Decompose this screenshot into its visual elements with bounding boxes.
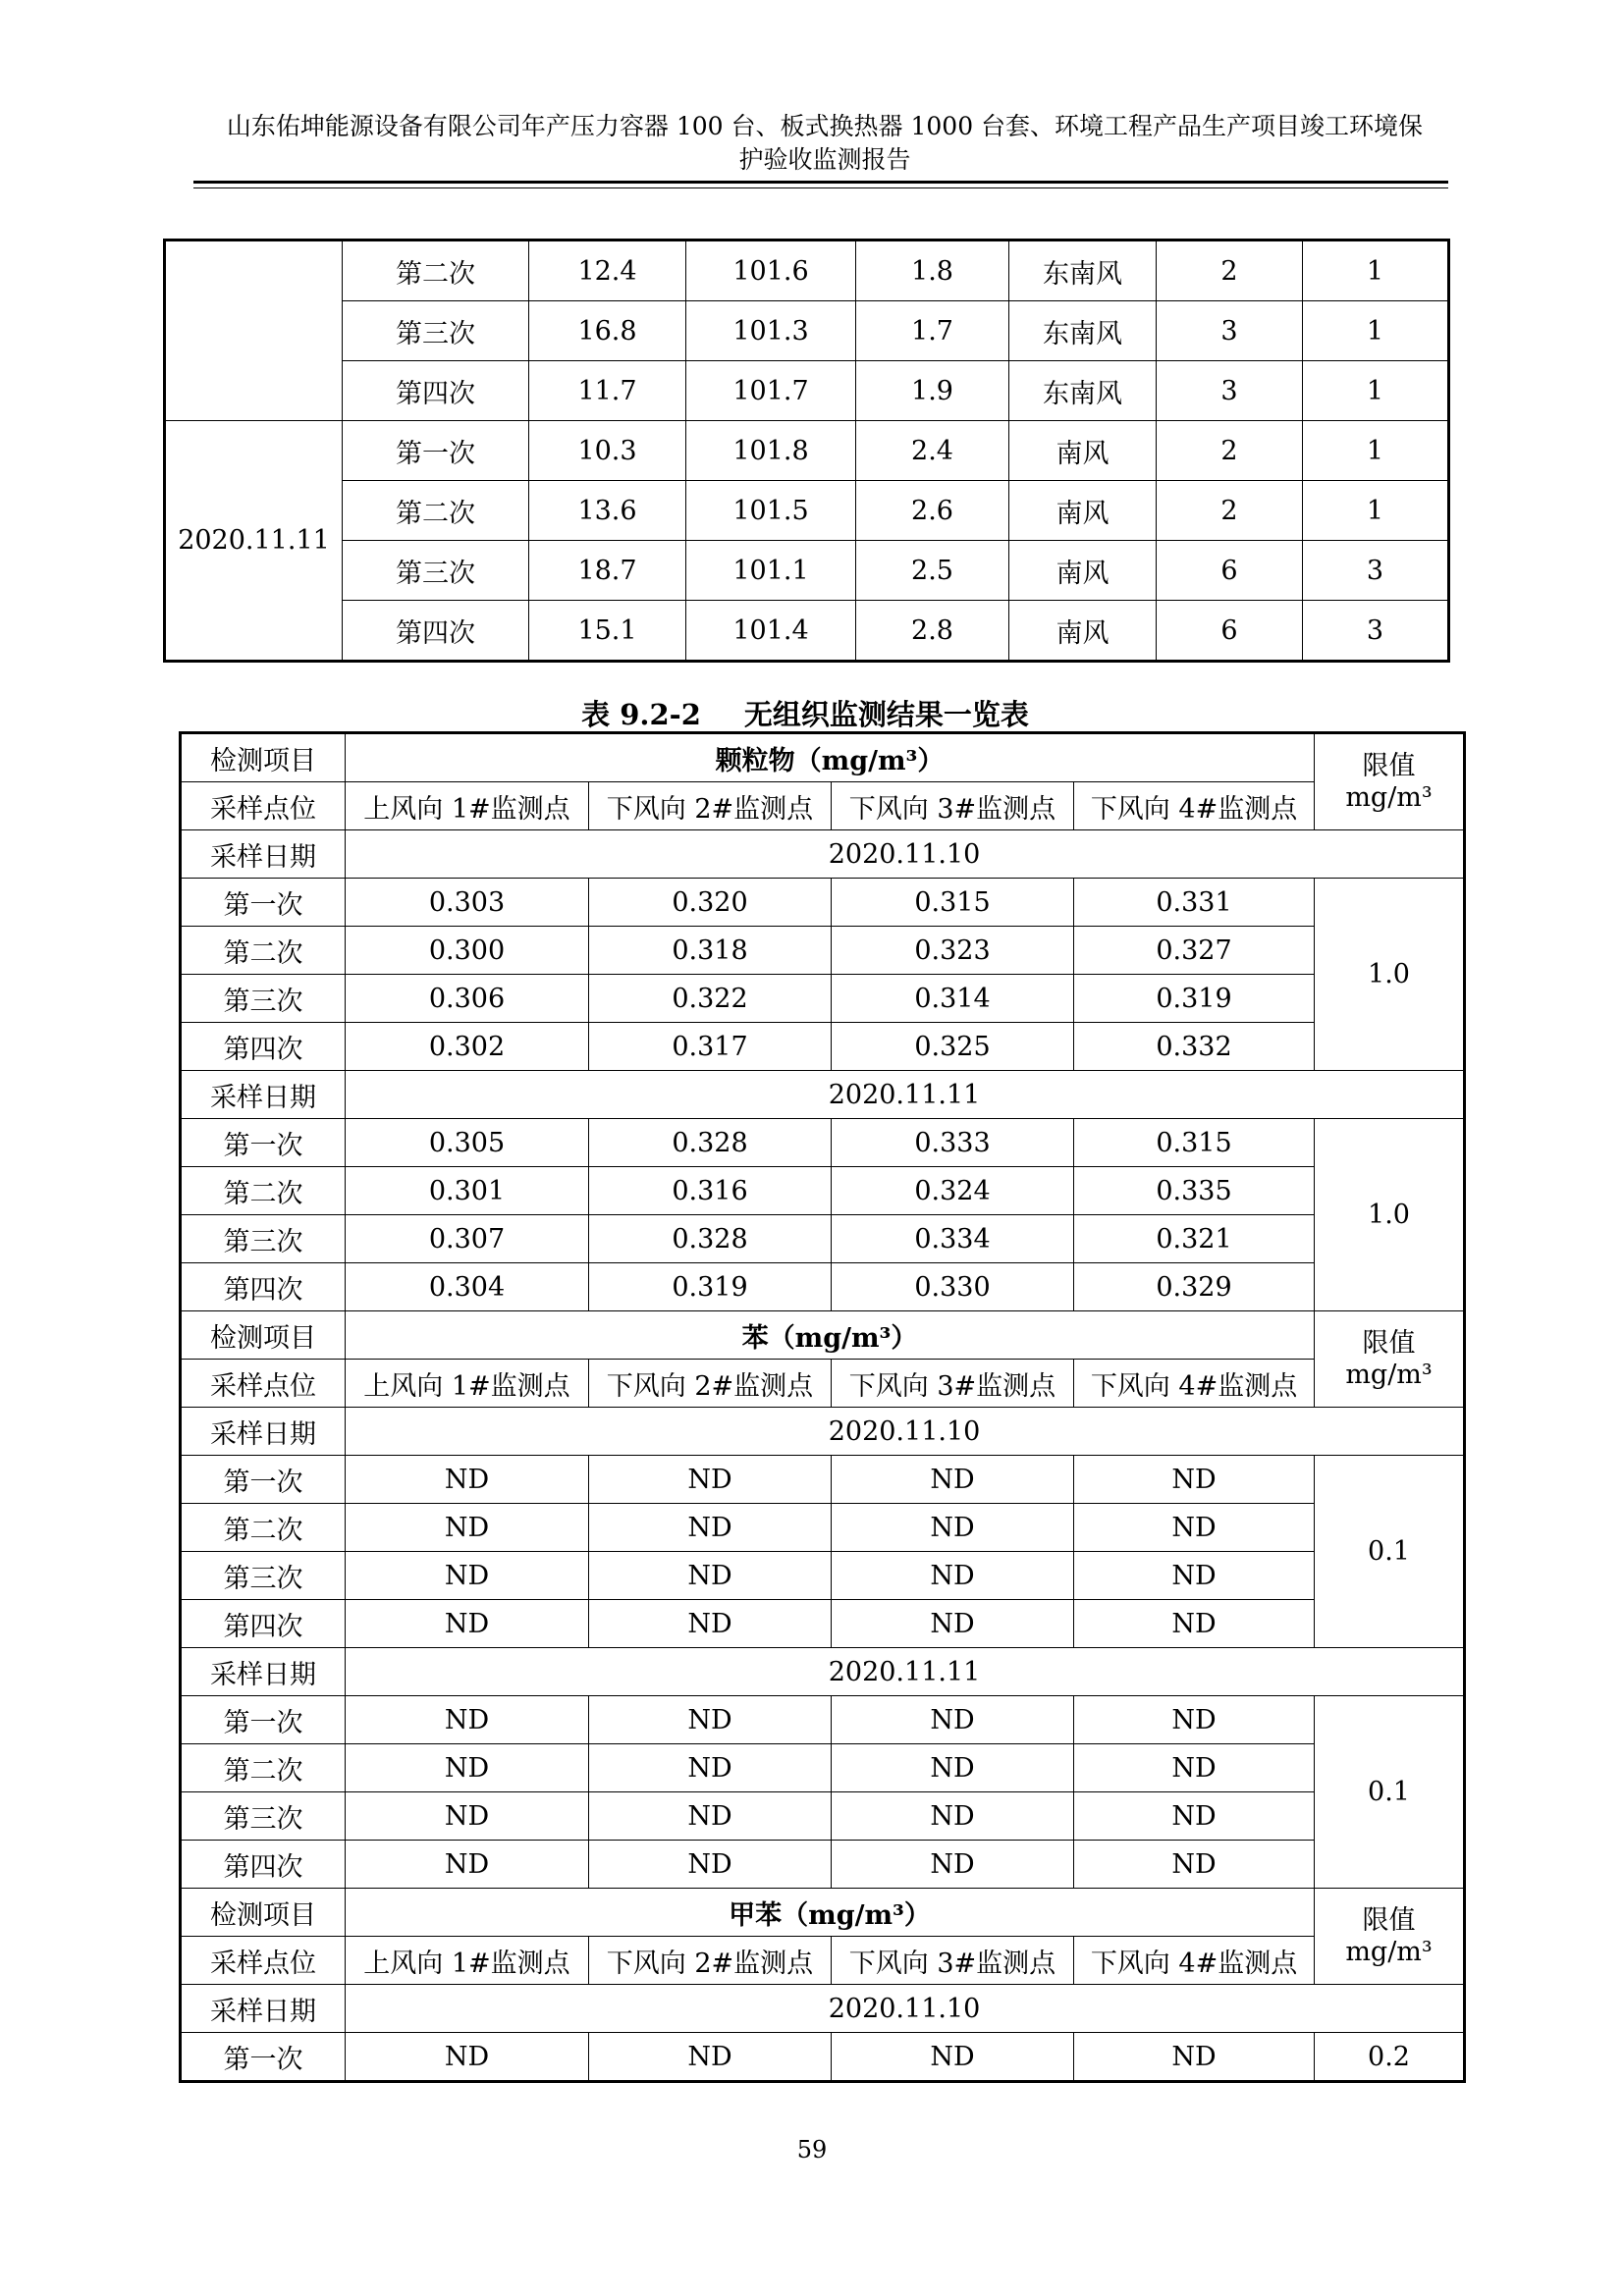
fugitive-monitoring-table-body	[181, 733, 1465, 2082]
measured-value: ND	[1074, 1456, 1315, 1504]
table-row	[181, 975, 1465, 1023]
measured-value: ND	[346, 1841, 589, 1889]
limit-unit: mg/m³	[1345, 781, 1433, 813]
measured-value: 0.307	[346, 1215, 589, 1263]
measured-value: ND	[832, 1552, 1074, 1600]
table-cell: 南风	[1009, 541, 1157, 601]
sample-round: 第二次	[181, 927, 346, 975]
measured-value: ND	[346, 1504, 589, 1552]
sample-round: 第三次	[181, 975, 346, 1023]
limit-value: 0.1	[1315, 1456, 1465, 1648]
fugitive-monitoring-table	[179, 731, 1466, 2083]
table-cell: 1.8	[856, 240, 1009, 301]
sampling-date: 2020.11.10	[346, 1408, 1465, 1456]
table-cell: 12.4	[529, 240, 686, 301]
measured-value: 0.303	[346, 879, 589, 927]
sample-round: 第四次	[181, 1841, 346, 1889]
measured-value: ND	[1074, 1744, 1315, 1792]
limit-label: 限值	[1362, 1904, 1416, 1936]
date-label: 采样日期	[181, 1985, 346, 2033]
date-cell: 2020.11.11	[165, 421, 343, 662]
measured-value: 0.329	[1074, 1263, 1315, 1311]
point-name: 上风向 1#监测点	[346, 1937, 589, 1985]
table-cell: 第一次	[343, 421, 529, 481]
measured-value: ND	[1074, 1696, 1315, 1744]
point-name: 上风向 1#监测点	[346, 782, 589, 830]
limit-value: 1.0	[1315, 879, 1465, 1071]
date-row	[181, 1648, 1465, 1696]
table-cell: 101.3	[686, 301, 856, 361]
measured-value: 0.315	[832, 879, 1074, 927]
measured-value: ND	[589, 1456, 832, 1504]
sample-round: 第一次	[181, 1456, 346, 1504]
item-label: 检测项目	[181, 1311, 346, 1360]
table-cell: 2.6	[856, 481, 1009, 541]
measured-value: ND	[589, 1504, 832, 1552]
limit-value: 0.2	[1315, 2033, 1465, 2082]
sample-round: 第二次	[181, 1504, 346, 1552]
table-cell: 101.1	[686, 541, 856, 601]
table-cell: 第三次	[343, 301, 529, 361]
measured-value: ND	[346, 1600, 589, 1648]
table-row	[181, 1696, 1465, 1744]
measured-value: ND	[832, 1841, 1074, 1889]
sample-round: 第四次	[181, 1263, 346, 1311]
item-label: 检测项目	[181, 1889, 346, 1937]
table-cell: 第四次	[343, 361, 529, 421]
point-name: 下风向 2#监测点	[589, 1360, 832, 1408]
limit-unit: mg/m³	[1345, 1359, 1433, 1390]
measured-value: 0.331	[1074, 879, 1315, 927]
table-cell: 15.1	[529, 601, 686, 662]
table-row	[181, 1119, 1465, 1167]
table-row	[181, 1167, 1465, 1215]
table-cell: 3	[1157, 361, 1303, 421]
table-cell: 18.7	[529, 541, 686, 601]
table-row	[181, 1552, 1465, 1600]
table-cell: 第四次	[343, 601, 529, 662]
table-cell: 2.8	[856, 601, 1009, 662]
table-row	[165, 361, 1449, 421]
table-cell: 第二次	[343, 240, 529, 301]
item-label: 检测项目	[181, 733, 346, 782]
measured-value: ND	[589, 1841, 832, 1889]
table-row	[165, 601, 1449, 662]
point-name: 下风向 2#监测点	[589, 782, 832, 830]
measured-value: 0.305	[346, 1119, 589, 1167]
measured-value: 0.328	[589, 1215, 832, 1263]
table-cell: 南风	[1009, 421, 1157, 481]
measured-value: ND	[832, 1456, 1074, 1504]
measured-value: 0.323	[832, 927, 1074, 975]
pollutant-header-row	[181, 733, 1465, 782]
table-row	[181, 1792, 1465, 1841]
limit-label: 限值	[1362, 1327, 1416, 1359]
table-row	[181, 927, 1465, 975]
table-cell: 南风	[1009, 481, 1157, 541]
table-row	[181, 879, 1465, 927]
date-row	[181, 1985, 1465, 2033]
measured-value: 0.333	[832, 1119, 1074, 1167]
points-header-row	[181, 782, 1465, 830]
table-cell: 16.8	[529, 301, 686, 361]
table-cell: 2	[1157, 240, 1303, 301]
measured-value: ND	[589, 1552, 832, 1600]
sample-round: 第三次	[181, 1215, 346, 1263]
table-cell: 1	[1303, 421, 1449, 481]
sample-round: 第三次	[181, 1792, 346, 1841]
table-cell: 东南风	[1009, 240, 1157, 301]
header-rule-thick	[193, 181, 1448, 184]
table-cell: 13.6	[529, 481, 686, 541]
table-cell: 101.6	[686, 240, 856, 301]
caption-title: 无组织监测结果一览表	[743, 698, 1029, 731]
measured-value: 0.327	[1074, 927, 1315, 975]
date-label: 采样日期	[181, 1648, 346, 1696]
table-cell: 101.4	[686, 601, 856, 662]
table-row	[165, 240, 1449, 301]
table-cell: 101.8	[686, 421, 856, 481]
table-cell: 3	[1157, 301, 1303, 361]
measured-value: ND	[589, 1792, 832, 1841]
meteorological-table	[163, 239, 1450, 663]
point-name: 下风向 2#监测点	[589, 1937, 832, 1985]
measured-value: ND	[589, 1744, 832, 1792]
measured-value: 0.334	[832, 1215, 1074, 1263]
measured-value: 0.322	[589, 975, 832, 1023]
measured-value: ND	[1074, 1552, 1315, 1600]
table-row	[181, 1215, 1465, 1263]
point-name: 下风向 3#监测点	[832, 782, 1074, 830]
table-row	[181, 1600, 1465, 1648]
point-name: 下风向 3#监测点	[832, 1937, 1074, 1985]
point-name: 下风向 4#监测点	[1074, 1360, 1315, 1408]
date-label: 采样日期	[181, 830, 346, 879]
measured-value: ND	[346, 1744, 589, 1792]
date-row	[181, 830, 1465, 879]
table-cell: 1.9	[856, 361, 1009, 421]
measured-value: 0.300	[346, 927, 589, 975]
measured-value: 0.306	[346, 975, 589, 1023]
table-row	[165, 481, 1449, 541]
measured-value: 0.324	[832, 1167, 1074, 1215]
measured-value: 0.301	[346, 1167, 589, 1215]
table-row	[181, 1744, 1465, 1792]
table-cell: 10.3	[529, 421, 686, 481]
points-header-row	[181, 1937, 1465, 1985]
measured-value: 0.330	[832, 1263, 1074, 1311]
measured-value: 0.315	[1074, 1119, 1315, 1167]
page-number: 59	[796, 2136, 828, 2163]
table-row	[165, 301, 1449, 361]
table-cell: 6	[1157, 541, 1303, 601]
point-name: 下风向 4#监测点	[1074, 1937, 1315, 1985]
table-caption	[163, 693, 1447, 733]
table-cell: 东南风	[1009, 361, 1157, 421]
table-cell: 101.5	[686, 481, 856, 541]
limit-value: 1.0	[1315, 1119, 1465, 1311]
measured-value: ND	[832, 1744, 1074, 1792]
limit-value: 0.1	[1315, 1696, 1465, 1889]
table-cell: 东南风	[1009, 301, 1157, 361]
pollutant-name: 颗粒物（mg/m³）	[346, 733, 1315, 782]
pollutant-header-row	[181, 1311, 1465, 1360]
measured-value: ND	[832, 1696, 1074, 1744]
table-row	[181, 2033, 1465, 2082]
measured-value: 0.328	[589, 1119, 832, 1167]
table-row	[165, 541, 1449, 601]
measured-value: 0.317	[589, 1023, 832, 1071]
sample-round: 第三次	[181, 1552, 346, 1600]
table-cell: 3	[1303, 541, 1449, 601]
sampling-date: 2020.11.10	[346, 830, 1465, 879]
measured-value: 0.302	[346, 1023, 589, 1071]
measured-value: ND	[346, 1552, 589, 1600]
sample-round: 第二次	[181, 1167, 346, 1215]
limit-label: 限值	[1362, 750, 1416, 781]
date-row	[181, 1071, 1465, 1119]
limit-unit: mg/m³	[1345, 1936, 1433, 1967]
measured-value: ND	[1074, 1600, 1315, 1648]
table-cell: 1.7	[856, 301, 1009, 361]
date-label: 采样日期	[181, 1071, 346, 1119]
sampling-date: 2020.11.11	[346, 1071, 1465, 1119]
date-cell-empty	[165, 240, 343, 421]
points-header-row	[181, 1360, 1465, 1408]
table-cell: 南风	[1009, 601, 1157, 662]
sampling-date: 2020.11.11	[346, 1648, 1465, 1696]
sample-round: 第一次	[181, 1119, 346, 1167]
table-cell: 1	[1303, 361, 1449, 421]
sample-round: 第四次	[181, 1600, 346, 1648]
measured-value: 0.318	[589, 927, 832, 975]
table-row	[181, 1456, 1465, 1504]
table-cell: 3	[1303, 601, 1449, 662]
measured-value: 0.335	[1074, 1167, 1315, 1215]
point-name: 上风向 1#监测点	[346, 1360, 589, 1408]
point-label: 采样点位	[181, 1360, 346, 1408]
measured-value: 0.314	[832, 975, 1074, 1023]
caption-number: 表 9.2-2	[581, 698, 701, 731]
pollutant-name: 苯（mg/m³）	[346, 1311, 1315, 1360]
table-cell: 第二次	[343, 481, 529, 541]
table-cell: 2.4	[856, 421, 1009, 481]
limit-header	[1315, 733, 1465, 830]
header-title-line1: 山东佑坤能源设备有限公司年产压力容器 100 台、板式换热器 1000 台套、环境工程产品生产项目竣工环境保	[226, 112, 1424, 140]
measured-value: ND	[589, 1600, 832, 1648]
table-cell: 101.7	[686, 361, 856, 421]
measured-value: ND	[1074, 1504, 1315, 1552]
table-row	[181, 1841, 1465, 1889]
measured-value: 0.304	[346, 1263, 589, 1311]
measured-value: 0.319	[1074, 975, 1315, 1023]
table-cell: 6	[1157, 601, 1303, 662]
measured-value: ND	[589, 2033, 832, 2082]
measured-value: ND	[346, 1456, 589, 1504]
table-row	[181, 1263, 1465, 1311]
table-cell: 1	[1303, 301, 1449, 361]
sample-round: 第一次	[181, 879, 346, 927]
sampling-date: 2020.11.10	[346, 1985, 1465, 2033]
pollutant-name: 甲苯（mg/m³）	[346, 1889, 1315, 1937]
table-cell: 1	[1303, 481, 1449, 541]
measured-value: 0.321	[1074, 1215, 1315, 1263]
table-cell: 2	[1157, 421, 1303, 481]
table-row	[181, 1504, 1465, 1552]
limit-header	[1315, 1889, 1465, 1985]
measured-value: ND	[832, 1792, 1074, 1841]
table-cell: 1	[1303, 240, 1449, 301]
measured-value: ND	[832, 2033, 1074, 2082]
sample-round: 第一次	[181, 2033, 346, 2082]
table-cell: 11.7	[529, 361, 686, 421]
measured-value: ND	[1074, 1841, 1315, 1889]
table-cell: 2	[1157, 481, 1303, 541]
measured-value: ND	[1074, 2033, 1315, 2082]
measured-value: ND	[832, 1504, 1074, 1552]
measured-value: 0.316	[589, 1167, 832, 1215]
measured-value: 0.332	[1074, 1023, 1315, 1071]
measured-value: ND	[589, 1696, 832, 1744]
measured-value: ND	[1074, 1792, 1315, 1841]
date-row	[181, 1408, 1465, 1456]
meteorological-table-body	[165, 240, 1449, 662]
pollutant-header-row	[181, 1889, 1465, 1937]
table-row	[181, 1023, 1465, 1071]
point-name: 下风向 3#监测点	[832, 1360, 1074, 1408]
sample-round: 第四次	[181, 1023, 346, 1071]
header-rule-thin	[193, 187, 1448, 188]
table-cell: 2.5	[856, 541, 1009, 601]
measured-value: ND	[346, 1792, 589, 1841]
sample-round: 第二次	[181, 1744, 346, 1792]
point-label: 采样点位	[181, 782, 346, 830]
table-row	[165, 421, 1449, 481]
measured-value: ND	[346, 1696, 589, 1744]
report-header	[187, 110, 1463, 177]
measured-value: 0.319	[589, 1263, 832, 1311]
date-label: 采样日期	[181, 1408, 346, 1456]
point-name: 下风向 4#监测点	[1074, 782, 1315, 830]
sample-round: 第一次	[181, 1696, 346, 1744]
point-label: 采样点位	[181, 1937, 346, 1985]
measured-value: ND	[832, 1600, 1074, 1648]
table-cell: 第三次	[343, 541, 529, 601]
measured-value: 0.320	[589, 879, 832, 927]
header-title-line2: 护验收监测报告	[738, 145, 911, 174]
measured-value: 0.325	[832, 1023, 1074, 1071]
limit-header	[1315, 1311, 1465, 1408]
measured-value: ND	[346, 2033, 589, 2082]
